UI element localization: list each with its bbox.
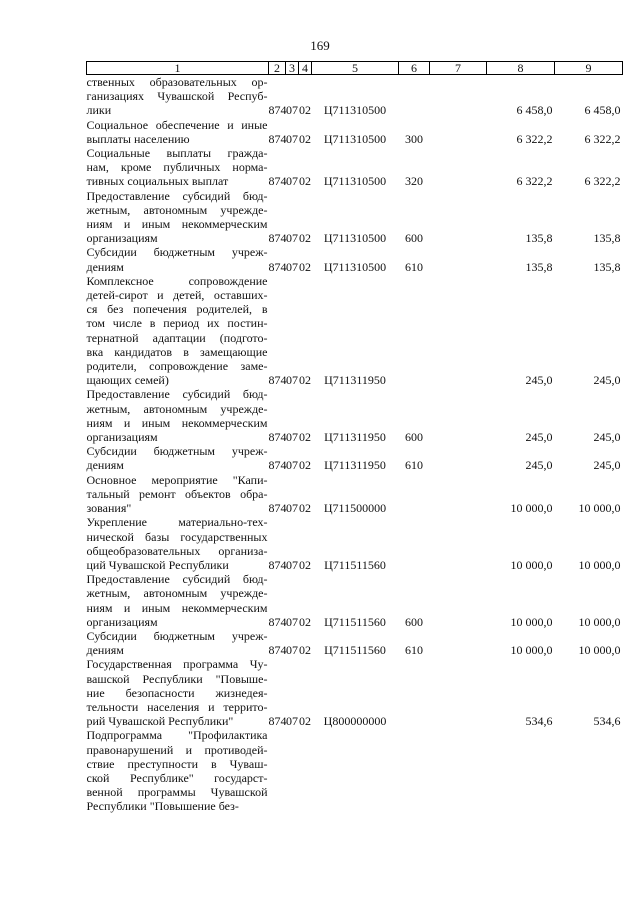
row-description [87,629,269,657]
section-code: 07 [286,714,298,729]
target-article: Ц711511560 [324,557,386,572]
description-line: организациям [86,430,158,445]
description-line: ниям и иным некоммерческим [86,600,268,615]
expense-type: 300 [405,131,423,146]
table-row [87,245,623,273]
description-line: том числе в период их постин- [86,316,268,331]
description-line: организациям [86,614,158,629]
target-article: Ц711310500 [323,231,387,246]
table-row [87,657,623,728]
column-7 [430,444,487,472]
description-line: ций Чувашской Республики [86,557,229,572]
admin-code: 874 [268,131,287,146]
target-article: Ц711511560 [324,614,386,629]
section-code: 07 [286,501,298,516]
subsection-code: 02 [299,131,311,146]
column-7 [430,274,487,388]
amount-col-8: 245,0 [525,430,553,445]
subsection-code: 02 [299,614,311,629]
row-description [87,657,269,728]
description-line: ние безопасности жизнедея- [86,685,268,700]
description-line: ся без попечения родителей, в [86,302,268,317]
description-line: дениям [86,458,124,473]
description-line: жетным, автономным учрежде- [86,586,268,601]
description-line: общеобразовательных организа- [86,543,268,558]
header-cell: 5 [312,62,399,75]
description-line: Укрепление материально-тех- [86,515,268,530]
description-line: ствие преступности в Чуваш- [86,756,268,771]
admin-code: 874 [268,259,287,274]
table-row [87,572,623,629]
expense-type [399,473,430,516]
table-header-row [87,62,623,75]
description-line: нической базы государственных [86,529,268,544]
row-description [87,515,269,572]
amount-col-9: 534,6 [593,714,621,729]
description-line: Комплексное сопровождение [86,273,268,288]
target-article: Ц711310500 [323,174,387,189]
table-row [87,118,623,146]
section-code: 07 [286,231,298,246]
column-7 [430,515,487,572]
amount-col-8: 10 000,0 [510,614,553,629]
expense-type: 610 [405,458,423,473]
header-cell: 7 [430,62,487,75]
column-7 [430,189,487,246]
amount-col-9: 10 000,0 [578,614,621,629]
amount-col-9: 6 322,2 [584,131,621,146]
description-line: Субсидии бюджетным учреж- [86,245,268,260]
description-line: организациям [86,231,158,246]
table-row [87,189,623,246]
table-row [87,473,623,516]
subsection-code: 02 [299,557,311,572]
description-line: венной программы Чувашской [86,785,268,800]
amount-col-8: 10 000,0 [510,643,553,658]
target-article [312,728,399,813]
row-description [87,274,269,388]
description-line: ганизациях Чувашской Респуб- [86,89,268,104]
subsection-code: 02 [299,430,311,445]
section-code: 07 [286,430,298,445]
description-line: ниям и иным некоммерческим [86,415,268,430]
section-code: 07 [286,557,298,572]
column-7 [430,629,487,657]
description-line: выплаты населению [86,131,190,146]
description-line: тивных социальных выплат [86,174,229,189]
subsection-code: 02 [299,174,311,189]
amount-col-9: 10 000,0 [578,501,621,516]
target-article: Ц711311950 [324,458,386,473]
description-line: дениям [86,259,124,274]
description-line: Субсидии бюджетным учреж- [86,444,268,459]
table-row [87,444,623,472]
column-7 [430,572,487,629]
description-line: детей-сирот и детей, оставших- [86,288,268,303]
admin-code: 874 [268,373,287,388]
table-row [87,75,623,118]
admin-code: 874 [268,458,287,473]
description-line: вашской Республики "Повыше- [86,671,268,686]
row-description [87,572,269,629]
amount-col-9: 135,8 [593,231,621,246]
header-cell: 6 [399,62,430,75]
column-7 [430,473,487,516]
expense-type: 320 [405,174,423,189]
target-article: Ц711310500 [323,131,387,146]
description-line: Предоставление субсидий бюд- [86,572,268,587]
description-line: Республики "Повышение без- [86,799,239,814]
amount-col-8: 135,8 [525,231,553,246]
expense-type: 600 [405,231,423,246]
expense-type: 610 [405,259,423,274]
expense-type [399,75,430,118]
table-row [87,274,623,388]
subsection-code: 02 [299,501,311,516]
column-7 [430,146,487,189]
description-line: зования" [86,501,132,516]
admin-code: 874 [268,714,287,729]
row-description [87,387,269,444]
target-article: Ц711511560 [324,643,386,658]
description-line: тальный ремонт объектов обра- [86,486,268,501]
amount-col-9: 245,0 [593,458,621,473]
column-7 [430,245,487,273]
header-cell: 1 [87,62,269,75]
expense-type [399,274,430,388]
expense-type: 610 [405,643,423,658]
amount-col-8: 6 458,0 [516,103,553,118]
amount-col-8: 10 000,0 [510,557,553,572]
target-article: Ц711310500 [323,259,387,274]
description-line: жетным, автономным учрежде- [86,401,268,416]
amount-col-8: 534,6 [525,714,553,729]
admin-code: 874 [268,643,287,658]
description-line: нам, кроме публичных норма- [86,160,268,175]
table-body [87,75,623,814]
row-description [87,118,269,146]
header-cell: 9 [555,62,623,75]
subsection-code: 02 [299,103,311,118]
section-code: 07 [286,643,298,658]
column-7 [430,657,487,728]
column-7 [430,118,487,146]
expense-type [399,515,430,572]
amount-col-9: 135,8 [593,259,621,274]
amount-col-9: 10 000,0 [578,557,621,572]
column-7 [430,75,487,118]
amount-col-8: 6 322,2 [516,131,553,146]
section-code: 07 [286,259,298,274]
target-article: Ц800000000 [323,714,387,729]
description-line: ственных образовательных ор- [86,75,268,89]
amount-col-8 [487,728,555,813]
table-row [87,629,623,657]
section-code: 07 [286,131,298,146]
expense-type: 600 [405,430,423,445]
description-line: Предоставление субсидий бюд- [86,188,268,203]
admin-code: 874 [268,231,287,246]
target-article: Ц711500000 [323,501,387,516]
row-description [87,245,269,273]
table-row [87,387,623,444]
column-7 [430,728,487,813]
amount-col-8: 135,8 [525,259,553,274]
admin-code: 874 [268,103,287,118]
target-article: Ц711311950 [324,373,386,388]
column-7 [430,387,487,444]
expense-type [399,657,430,728]
admin-code: 874 [268,557,287,572]
table-row [87,146,623,189]
page-number: 169 [310,38,330,53]
amount-col-9 [555,728,623,813]
subsection-code [299,728,312,813]
table-row [87,728,623,813]
row-description [87,728,269,813]
description-line: ниям и иным некоммерческим [86,217,268,232]
row-description [87,473,269,516]
amount-col-9: 10 000,0 [578,643,621,658]
subsection-code: 02 [299,259,311,274]
amount-col-8: 6 322,2 [516,174,553,189]
section-code: 07 [286,103,298,118]
amount-col-9: 6 458,0 [584,103,621,118]
amount-col-8: 245,0 [525,458,553,473]
header-cell: 4 [299,62,312,75]
amount-col-8: 10 000,0 [510,501,553,516]
section-code [286,728,299,813]
section-code: 07 [286,373,298,388]
row-description [87,444,269,472]
subsection-code: 02 [299,714,311,729]
subsection-code: 02 [299,373,311,388]
section-code: 07 [286,458,298,473]
target-article: Ц711310500 [323,103,387,118]
description-line: тернатной адаптации (подгото- [86,330,268,345]
description-line: Государственная программа Чу- [86,657,268,672]
amount-col-9: 6 322,2 [584,174,621,189]
section-code: 07 [286,614,298,629]
description-line: рий Чувашской Республики" [86,714,234,729]
amount-col-9: 245,0 [593,430,621,445]
header-cell: 2 [269,62,286,75]
description-line: Подпрограмма "Профилактика [86,728,268,743]
description-line: родители, сопровождение заме- [86,359,268,374]
description-line: вка кандидатов в замещающие [86,344,268,359]
amount-col-9: 245,0 [593,373,621,388]
description-line: дениям [86,643,124,658]
header-cell: 8 [487,62,555,75]
row-description [87,189,269,246]
budget-table [86,61,623,814]
header-cell: 3 [286,62,299,75]
description-line: Социальное обеспечение и иные [86,117,268,132]
description-line: тельности населения и террито- [86,699,268,714]
description-line: правонарушений и противодей- [86,742,268,757]
subsection-code: 02 [299,643,311,658]
admin-code: 874 [268,501,287,516]
admin-code [269,728,286,813]
description-line: Предоставление субсидий бюд- [86,387,268,402]
description-line: лики [86,103,112,118]
target-article: Ц711311950 [324,430,386,445]
amount-col-8: 245,0 [525,373,553,388]
admin-code: 874 [268,614,287,629]
description-line: Социальные выплаты гражда- [86,146,268,161]
subsection-code: 02 [299,458,311,473]
description-line: Основное мероприятие "Капи- [86,472,268,487]
expense-type [399,728,430,813]
expense-type: 600 [405,614,423,629]
subsection-code: 02 [299,231,311,246]
description-line: ской Республике" государст- [86,770,268,785]
section-code: 07 [286,174,298,189]
table-row [87,515,623,572]
admin-code: 874 [268,174,287,189]
admin-code: 874 [268,430,287,445]
row-description [87,146,269,189]
description-line: щающих семей) [86,373,169,388]
description-line: Субсидии бюджетным учреж- [86,628,268,643]
row-description [87,75,269,118]
description-line: жетным, автономным учрежде- [86,202,268,217]
